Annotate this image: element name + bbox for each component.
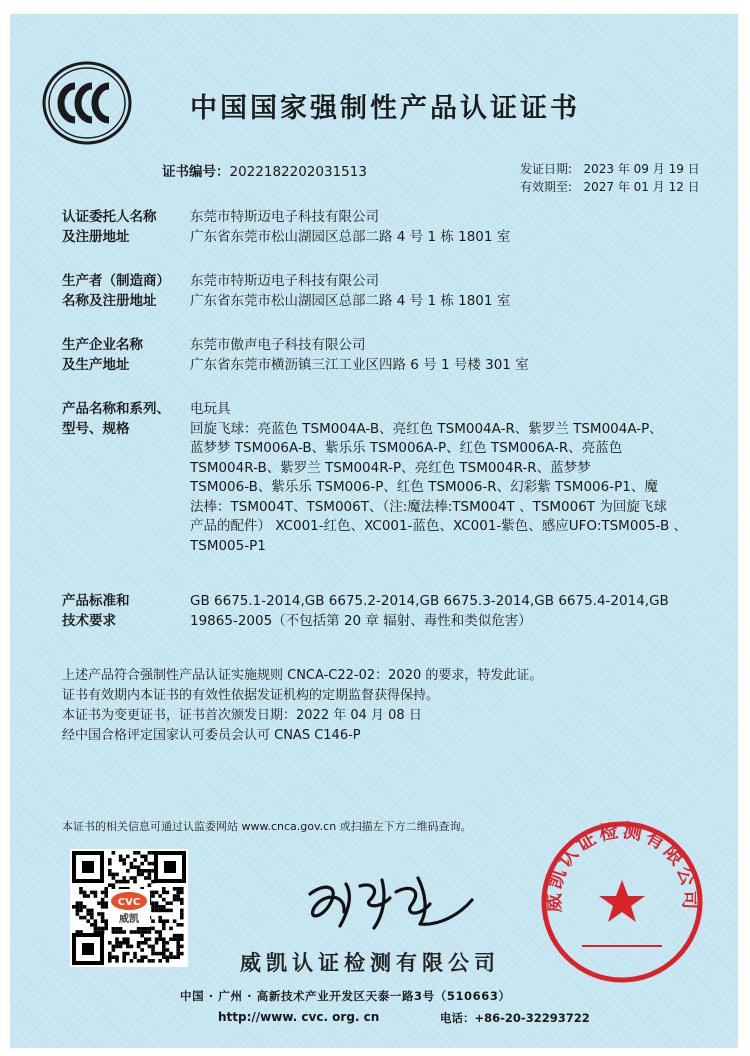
certificate-number-value: 2022182202031513 — [229, 164, 367, 180]
product-line: TSM006-B、紫乐乐 TSM006-P、红色 TSM006-R、幻彩紫 TSM006-P1、魔 — [190, 479, 658, 495]
ccc-logo — [42, 58, 132, 148]
product-label-line: 产品名称和系列、 — [62, 401, 170, 417]
factory-label-line: 及生产地址 — [62, 356, 130, 373]
issue-date-label: 发证日期: — [520, 162, 573, 176]
statement-line: 证书有效期内本证书的有效性依据发证机构的定期监督获得保持。 — [62, 688, 440, 703]
applicant-value — [190, 208, 710, 247]
standard-label-line: 产品标准和 — [62, 593, 130, 609]
applicant-name: 东莞市特斯迈电子科技有限公司 — [190, 209, 379, 225]
product-line: 蓝梦梦 TSM006A-B、紫乐乐 TSM006A-P、红色 TSM006A-R、亮蓝色 — [190, 440, 623, 456]
factory-value — [190, 336, 710, 375]
verification-note: 本证书的相关信息可通过认监委网站 www.cnca.gov.cn 或扫描左下方二维码查询。 — [62, 820, 472, 833]
factory-address: 广东省东莞市横沥镇三江工业区四路 6 号 1 号楼 301 室 — [190, 356, 529, 373]
issuer-company-name: 威凯认证检测有限公司 — [240, 951, 500, 975]
statement-line: 本证书为变更证书，证书首次颁发日期：2022 年 04 月 08 日 — [62, 708, 422, 723]
product-label — [62, 400, 192, 439]
manufacturer-label — [62, 272, 192, 311]
factory-label-line: 生产企业名称 — [62, 337, 143, 353]
manufacturer-label-line: 生产者（制造商） — [62, 273, 170, 289]
certificate-title: 中国国家强制性产品认证证书 — [190, 93, 580, 124]
product-label-line: 型号、规格 — [62, 420, 130, 437]
statement-line: 上述产品符合强制性产品认证实施规则 CNCA-C22-02：2020 的要求，特发此证。 — [62, 668, 543, 683]
issuer-website[interactable]: http://www. cvc. org. cn — [218, 1010, 380, 1024]
manufacturer-label-line: 名称及注册地址 — [62, 292, 157, 309]
expiry-date-label: 有效期至: — [520, 180, 573, 194]
standard-line: 19865-2005（不包括第 20 章 辐射、毒性和类似危害） — [190, 612, 532, 629]
standard-value — [190, 592, 710, 631]
product-line: 产品的配件） XC001-红色、XC001-蓝色、XC001-紫色、感应UFO:TSM005-B 、 — [190, 518, 688, 534]
standard-line: GB 6675.1-2014,GB 6675.2-2014,GB 6675.3-2014,GB 6675.4-2014,GB — [190, 593, 669, 609]
certificate-number-label: 证书编号： — [162, 164, 230, 180]
qr-badge-sub-text: 威凯 — [119, 914, 139, 925]
product-line: 法棒：TSM004T、TSM006T、（注:魔法棒:TSM004T 、TSM006T 为回旋飞球 — [190, 498, 667, 515]
issue-date-value: 2023 年 09 月 19 日 — [583, 162, 700, 176]
applicant-label — [62, 208, 192, 247]
applicant-address: 广东省东莞市松山湖园区总部二路 4 号 1 栋 1801 室 — [190, 228, 511, 245]
qr-badge-text: CVC — [117, 897, 141, 908]
expiry-date-value: 2027 年 01 月 12 日 — [583, 180, 700, 194]
standard-label — [62, 592, 192, 631]
certificate-number — [162, 160, 367, 180]
manufacturer-name: 东莞市特斯迈电子科技有限公司 — [190, 273, 379, 289]
product-line: 电玩具 — [190, 401, 231, 417]
qr-code[interactable] — [70, 849, 188, 967]
issuer-address: 中国 · 广州 · 高新技术产业开发区天泰一路3号（510663） — [180, 989, 511, 1003]
product-line: TSM004R-B、紫罗兰 TSM004R-P、亮红色 TSM004R-R、蓝梦梦 — [190, 459, 591, 476]
company-seal — [538, 818, 706, 986]
expiry-date — [520, 178, 700, 196]
certificate-dates — [520, 160, 700, 196]
manufacturer-value — [190, 272, 710, 311]
statements — [62, 666, 542, 746]
manufacturer-address: 广东省东莞市松山湖园区总部二路 4 号 1 栋 1801 室 — [190, 292, 511, 309]
applicant-label-line: 及注册地址 — [62, 228, 130, 245]
standard-label-line: 技术要求 — [62, 612, 116, 629]
product-line: 回旋飞球：亮蓝色 TSM004A-B、亮红色 TSM004A-R、紫罗兰 TSM004A-P、 — [190, 420, 663, 437]
seal-star-icon — [599, 880, 645, 922]
factory-name: 东莞市傲声电子科技有限公司 — [190, 337, 366, 353]
statement-line: 经中国合格评定国家认可委员会认可 CNAS C146-P — [62, 728, 361, 743]
certificate-document — [10, 14, 738, 1048]
applicant-label-line: 认证委托人名称 — [62, 209, 157, 225]
issue-date — [520, 160, 700, 178]
product-line: TSM005-P1 — [190, 537, 266, 554]
product-value — [190, 400, 710, 556]
signature-image — [300, 864, 480, 936]
factory-label — [62, 336, 192, 375]
issuer-phone: 电话：+86-20-32293722 — [440, 1011, 590, 1025]
seal-text: 威凯认证检测有限公司 — [542, 819, 702, 913]
